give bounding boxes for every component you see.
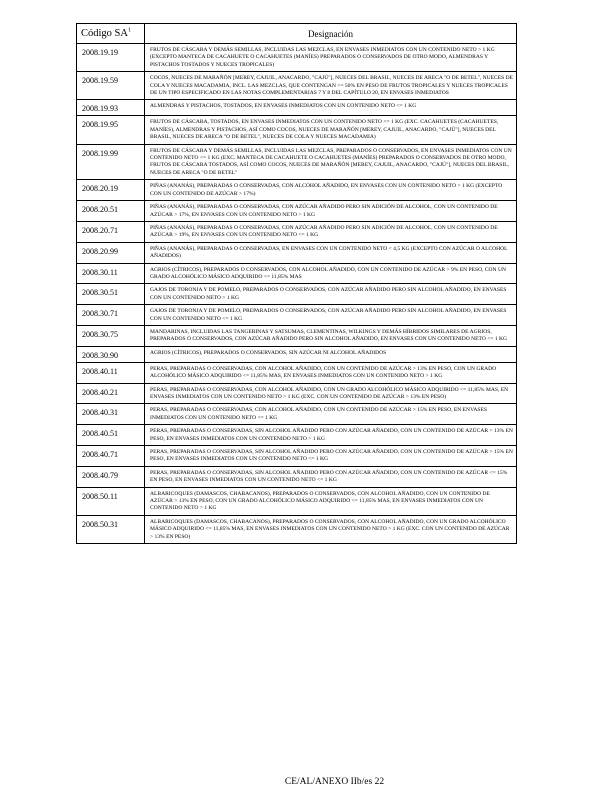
table-row [77, 201, 517, 222]
hs-code-cell: 2008.40.21 [77, 383, 145, 404]
hs-code-cell: 2008.20.71 [77, 221, 145, 242]
hs-code-cell: 2008.30.11 [77, 263, 145, 284]
designation-cell: ALBARICOQUES (DAMASCOS, CHABACANOS), PREPARADOS O CONSERVADOS, CON ALCOHOL AÑADIDO, CON UN CONTENIDO DE AZÚCAR > 13% EN PESO, CON UN GRADO ALCOHÓLICO MÁSICO ADQUIRIDO <= 11,85% MAS, EN ENVASES INMEDIATOS CON UN CONTENIDO NETO > 1 KG [145, 487, 517, 515]
table-row [77, 466, 517, 487]
designation-cell: AGRIOS (CÍTRICOS), PREPARADOS O CONSERVADOS, SIN AZÚCAR NI ALCOHOL AÑADIDOS [145, 346, 517, 362]
designation-cell: PIÑAS (ANANÁS), PREPARADAS O CONSERVADAS, CON AZÚCAR AÑADIDO PERO SIN ADICIÓN DE ALCOHOL, CON UN CONTENIDO DE AZÚCAR > 17%, EN ENVASES CON UN CONTENIDO NETO > 1 KG [145, 201, 517, 222]
page-footer [0, 777, 599, 787]
table-row [77, 242, 517, 263]
designation-cell: AGRIOS (CÍTRICOS), PREPARADOS O CONSERVADOS, CON ALCOHOL AÑADIDO, CON UN CONTENIDO DE AZÚCAR > 9% EN PESO, CON UN GRADO ALCOHÓLICO MÁSICO ADQUIRIDO <= 11,85% MAS [145, 263, 517, 284]
designation-cell: ALMENDRAS Y PISTACHOS, TOSTADOS, EN ENVASES INMEDIATOS CON UN CONTENIDO NETO <= 1 KG [145, 100, 517, 116]
designation-cell: PERAS, PREPARADAS O CONSERVADAS, SIN ALCOHOL AÑADIDO PERO CON AZÚCAR AÑADIDO, CON UN CONTENIDO DE AZÚCAR > 13% EN PESO, EN ENVASES INMEDIATOS CON UN CONTENIDO NETO > 1 KG [145, 425, 517, 446]
table-row [77, 515, 517, 543]
table-row [77, 487, 517, 515]
hs-code-cell: 2008.30.71 [77, 305, 145, 326]
table-row [77, 44, 517, 72]
designation-cell: PERAS, PREPARADAS O CONSERVADAS, CON ALCOHOL AÑADIDO, CON UN CONTENIDO DE AZÚCAR > 15% EN PESO, EN ENVASES INMEDIATOS CON UN CONTENIDO NETO <= 1 KG [145, 404, 517, 425]
designation-cell: FRUTOS DE CÁSCARA Y DEMÁS SEMILLAS, INCLUIDAS LAS MEZCLAS, PREPARADOS O CONSERVADOS, EN ENVASES INMEDIATOS CON UN CONTENIDO NETO <= 1 KG (EXC. MANTECA DE CACAHUETE O CACAHUETES (MANÍES) PREPARADOS O CONSERVADOS DE OTRO MODO, FRUTOS DE CÁSCARA TOSTADOS, ASÍ COMO COCOS, NUECES DE MARAÑÓN [MEREY, CAJUIL, ANACARDO, "CAJÚ"], NUECES DEL BRASIL, NUECES DE ARECA "O DE BETEL" [145, 144, 517, 180]
hs-code-cell: 2008.30.90 [77, 346, 145, 362]
table-row [77, 284, 517, 305]
table-row [77, 144, 517, 180]
table-row [77, 404, 517, 425]
table-row [77, 383, 517, 404]
table-row [77, 100, 517, 116]
hs-code-cell: 2008.30.75 [77, 325, 145, 346]
hs-code-cell: 2008.40.51 [77, 425, 145, 446]
hs-code-cell: 2008.40.31 [77, 404, 145, 425]
designation-cell: GAJOS DE TORONJA Y DE POMELO, PREPARADOS O CONSERVADOS, CON AZÚCAR AÑADIDO PERO SIN ALCOHOL AÑADIDO, EN ENVASES CON UN CONTENIDO NETO > 1 KG [145, 284, 517, 305]
table-row [77, 362, 517, 383]
designation-cell: PIÑAS (ANANÁS), PREPARADAS O CONSERVADAS, CON ALCOHOL AÑADIDO, EN ENVASES CON UN CONTENIDO NETO > 1 KG (EXCEPTO CON UN CONTENIDO DE AZÚCAR > 17%) [145, 180, 517, 201]
table-header-row [77, 24, 517, 44]
table-row [77, 72, 517, 100]
designation-cell: MANDARINAS, INCLUIDAS LAS TANGERINAS Y SATSUMAS, CLEMENTINAS, WILKINGS Y DEMÁS HÍBRIDOS SIMILARES DE AGRIOS, PREPARADOS O CONSERVADOS, CON AZÚCAR AÑADIDO PERO SIN ALCOHOL AÑADIDO, EN ENVASES CON UN CONTENIDO NETO <= 1 KG [145, 325, 517, 346]
footnote-marker: 1 [127, 27, 131, 34]
designation-cell: ALBARICOQUES (DAMASCOS, CHABACANOS), PREPARADOS O CONSERVADOS, CON ALCOHOL AÑADIDO, CON UN GRADO ALCOHÓLICO MÁSICO ADQUIRIDO <= 11,85% MAS, EN ENVASES INMEDIATOS CON UN CONTENIDO NETO > 1 KG (EXC. CON UN CONTENIDO DE AZÚCAR > 13% EN PESO) [145, 515, 517, 543]
designation-column-header: Designación [145, 24, 517, 44]
table-row [77, 221, 517, 242]
designation-cell: PIÑAS (ANANÁS), PREPARADAS O CONSERVADAS, EN ENVASES CON UN CONTENIDO NETO < 4,5 KG (EXCEPTO CON AZÚCAR O ALCOHOL AÑADIDOS) [145, 242, 517, 263]
designation-cell: PERAS, PREPARADAS O CONSERVADAS, CON ALCOHOL AÑADIDO, CON UN GRADO ALCOHÓLICO MÁSICO ADQUIRIDO <= 11,85% MAS, EN ENVASES INMEDIATOS CON UN CONTENIDO NETO > 1 KG (EXC. CON UN CONTENIDO DE AZÚCAR > 13% EN PESO) [145, 383, 517, 404]
page-reference: CE/AL/ANEXO IIb/es 22 [284, 777, 385, 787]
designation-cell: GAJOS DE TORONJA Y DE POMELO, PREPARADOS O CONSERVADOS, CON AZÚCAR AÑADIDO PERO SIN ALCOHOL AÑADIDO, EN ENVASES CON UN CONTENIDO NETO <= 1 KG [145, 305, 517, 326]
hs-code-cell: 2008.40.79 [77, 466, 145, 487]
table-row [77, 116, 517, 144]
table-row [77, 425, 517, 446]
hs-code-cell: 2008.20.99 [77, 242, 145, 263]
table-row [77, 325, 517, 346]
table-row [77, 263, 517, 284]
designation-cell: PERAS, PREPARADAS O CONSERVADAS, SIN ALCOHOL AÑADIDO PERO CON AZÚCAR AÑADIDO, CON UN CONTENIDO DE AZÚCAR > 15% EN PESO, EN ENVASES INMEDIATOS CON UN CONTENIDO NETO <= 1 KG [145, 446, 517, 467]
code-column-header [77, 24, 145, 44]
hs-code-cell: 2008.19.99 [77, 144, 145, 180]
table-row [77, 180, 517, 201]
designation-cell: COCOS, NUECES DE MARAÑÓN [MEREY, CAJUIL, ANACARDO, "CAJÚ"], NUECES DEL BRASIL, NUECES DE ARECA "O DE BETEL", NUECES DE COLA Y NUECES MACADAMIA, INCL. LAS MEZCLAS, QUE CONTENGAN >= 50% EN PESO DE FRUTOS TROPICALES Y NUECES TROPICALES DE UN TIPO ESPECIFICADO EN LAS NOTAS COMPLEMENTARIAS 7 Y 8 DEL CAPÍTULO 20, EN ENVASES INMEDIATOS [145, 72, 517, 100]
designation-cell: PIÑAS (ANANÁS), PREPARADAS O CONSERVADAS, CON AZÚCAR AÑADIDO PERO SIN ADICIÓN DE ALCOHOL, CON UN CONTENIDO DE AZÚCAR > 19%, EN ENVASES CON UN CONTENIDO NETO <= 1 KG [145, 221, 517, 242]
designation-cell: PERAS, PREPARADAS O CONSERVADAS, SIN ALCOHOL AÑADIDO PERO CON AZÚCAR AÑADIDO, CON UN CONTENIDO DE AZÚCAR <= 15% EN PESO, EN ENVASES INMEDIATOS CON UN CONTENIDO NETO <= 1 KG [145, 466, 517, 487]
hs-code-cell: 2008.19.93 [77, 100, 145, 116]
hs-code-cell: 2008.50.31 [77, 515, 145, 543]
hs-code-cell: 2008.19.19 [77, 44, 145, 72]
hs-code-cell: 2008.19.95 [77, 116, 145, 144]
tariff-table [76, 23, 517, 544]
hs-code-cell: 2008.50.11 [77, 487, 145, 515]
designation-cell: PERAS, PREPARADAS O CONSERVADAS, CON ALCOHOL AÑADIDO, CON UN CONTENIDO DE AZÚCAR > 13% EN PESO, CON UN GRADO ALCOHÓLICO MÁSICO ADQUIRIDO <= 11,85% MAS, EN ENVASES INMEDIATOS CON UN CONTENIDO NETO > 1 KG [145, 362, 517, 383]
hs-code-cell: 2008.20.51 [77, 201, 145, 222]
hs-code-cell: 2008.40.71 [77, 446, 145, 467]
hs-code-cell: 2008.40.11 [77, 362, 145, 383]
designation-cell: FRUTOS DE CÁSCARA Y DEMÁS SEMILLAS, INCLUIDAS LAS MEZCLAS, EN ENVASES INMEDIATOS CON UN CONTENIDO NETO > 1 KG (EXCEPTO MANTECA DE CACAHUETE O CACAHUETES (MANÍES) PREPARADOS O CONSERVADOS DE OTRO MODO, ALMENDRAS Y PISTACHOS TOSTADOS Y NUECES TROPICALES) [145, 44, 517, 72]
table-row [77, 446, 517, 467]
table-row [77, 305, 517, 326]
hs-code-cell: 2008.20.19 [77, 180, 145, 201]
designation-cell: FRUTOS DE CÁSCARA, TOSTADOS, EN ENVASES INMEDIATOS CON UN CONTENIDO NETO <= 1 KG (EXC. CACAHUETES (CACAHUETES, MANÍES), ALMENDRAS Y PISTACHOS, ASÍ COMO COCOS, NUECES DE MARAÑÓN [MEREY, CAJUIL, ANACARDO, "CAJÚ"], NUECES DEL BRASIL, NUECES DE ARECA "O DE BETEL", NUECES DE COLA Y NUECES MACADAMIA) [145, 116, 517, 144]
code-header-label: Código SA [81, 28, 128, 39]
hs-code-cell: 2008.30.51 [77, 284, 145, 305]
hs-code-cell: 2008.19.59 [77, 72, 145, 100]
table-body [77, 44, 517, 544]
table-row [77, 346, 517, 362]
